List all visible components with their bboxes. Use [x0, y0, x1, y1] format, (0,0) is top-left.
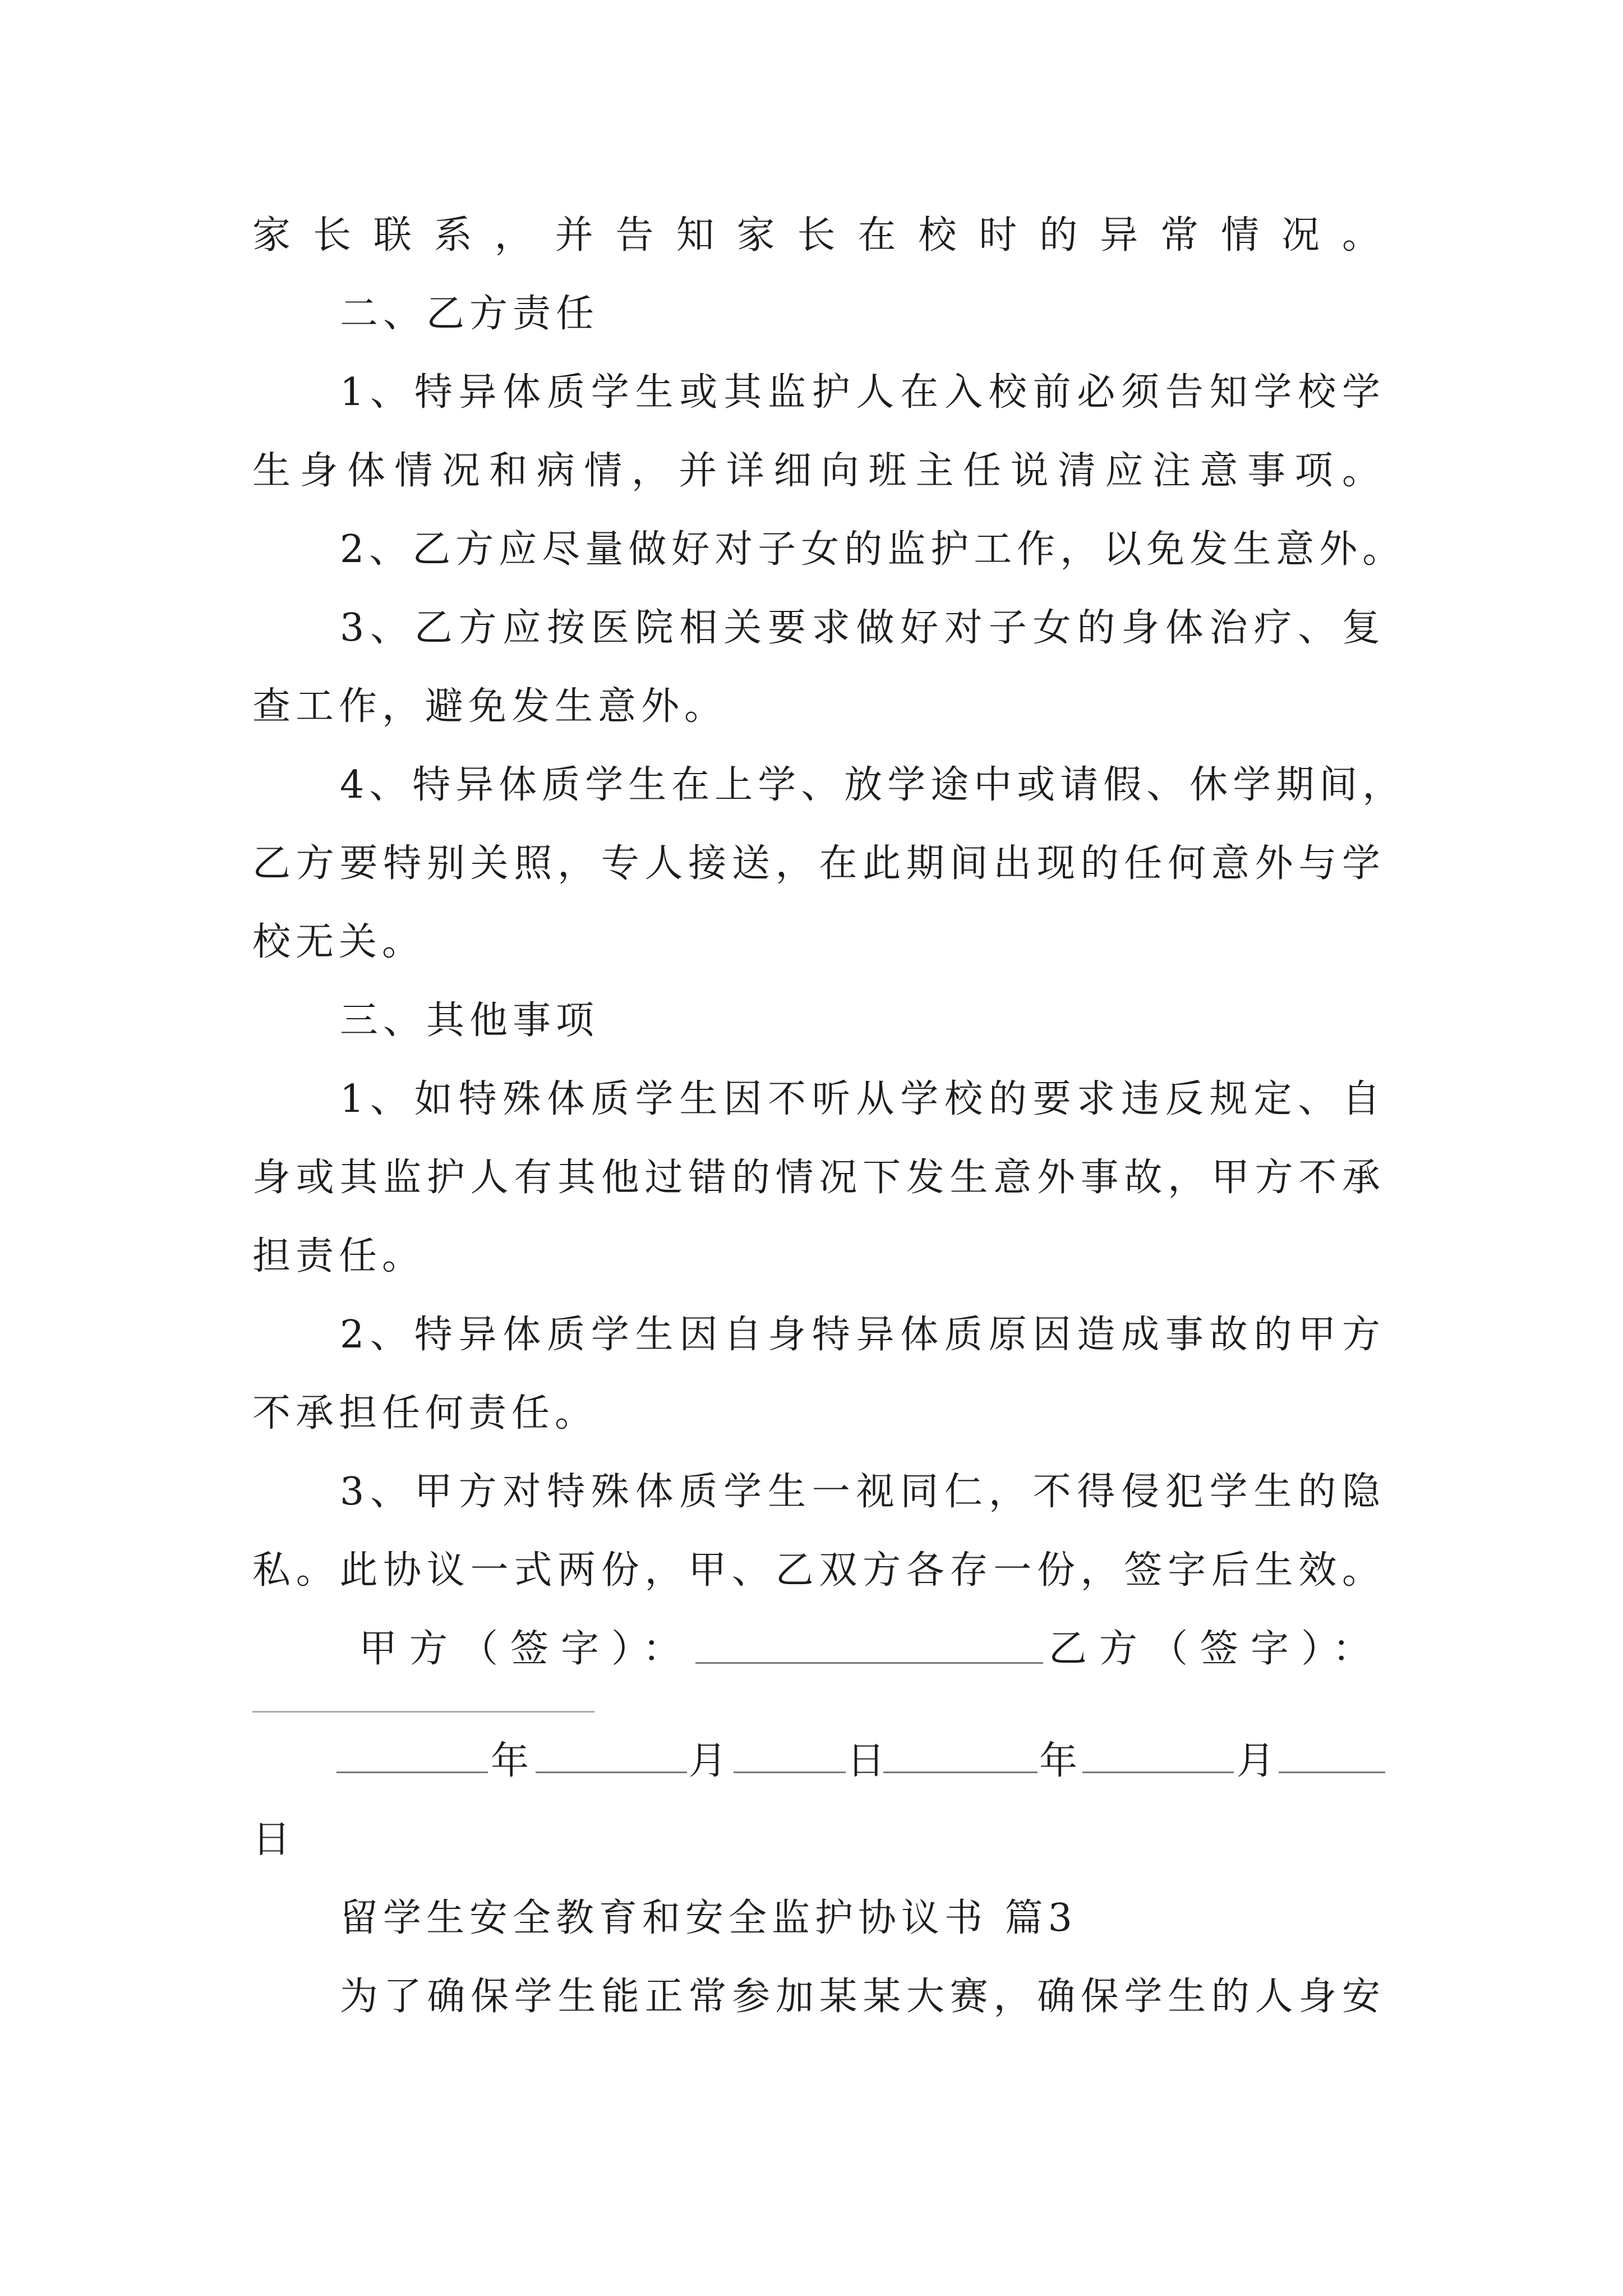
section-title: 留学生安全教育和安全监护协议书 篇3 — [340, 1896, 1077, 1940]
section-heading: 二、乙方责任 — [340, 292, 600, 336]
paragraph-line: 1、特异体质学生或其监护人在入校前必须告知学校学 — [340, 370, 1385, 415]
paragraph-line: 2、乙方应尽量做好对子女的监护工作，以免发生意外。 — [340, 527, 1406, 572]
paragraph-line: 担责任。 — [252, 1234, 426, 1278]
date-month-blank-a — [536, 1772, 687, 1773]
paragraph-line: 3、乙方应按医院相关要求做好对子女的身体治疗、复 — [340, 606, 1385, 650]
date-day-label-a: 日 — [847, 1739, 891, 1783]
party-a-signature-label: 甲方（签字）： — [359, 1627, 694, 1671]
paragraph-line: 查工作，避免发生意外。 — [252, 684, 728, 729]
paragraph-line: 家长联系，并告知家长在校时的异常情况。 — [252, 213, 1385, 257]
section-heading: 三、其他事项 — [340, 999, 600, 1043]
paragraph-line: 2、特异体质学生因自身特异体质原因造成事故的甲方 — [340, 1313, 1385, 1357]
date-day-blank-b — [1279, 1772, 1385, 1773]
paragraph-line: 校无关。 — [252, 920, 426, 964]
date-month-label-a: 月 — [689, 1739, 732, 1783]
party-b-signature-label: 乙方（签字）： — [1049, 1627, 1384, 1671]
paragraph-line: 私。此协议一式两份，甲、乙双方各存一份，签字后生效。 — [252, 1548, 1385, 1593]
date-year-blank-a — [336, 1772, 488, 1773]
paragraph-line: 身或其监护人有其他过错的情况下发生意外事故，甲方不承 — [252, 1156, 1385, 1200]
paragraph-line: 生身体情况和病情，并详细向班主任说清应注意事项。 — [252, 449, 1385, 493]
paragraph-line: 3、甲方对特殊体质学生一视同仁，不得侵犯学生的隐 — [340, 1470, 1385, 1514]
date-day-label-b: 日 — [252, 1818, 296, 1862]
paragraph-line: 1、如特殊体质学生因不听从学校的要求违反规定、自 — [340, 1077, 1385, 1121]
date-year-label-b: 年 — [1039, 1739, 1083, 1783]
paragraph-line: 不承担任何责任。 — [252, 1391, 598, 1435]
paragraph-line: 4、特异体质学生在上学、放学途中或请假、休学期间， — [340, 763, 1406, 807]
date-year-label-a: 年 — [491, 1739, 534, 1783]
paragraph-line: 为了确保学生能正常参加某某大赛，确保学生的人身安 — [340, 1975, 1385, 2019]
party-a-signature-line — [695, 1662, 1043, 1664]
date-year-blank-b — [883, 1772, 1038, 1773]
party-b-signature-line — [252, 1711, 594, 1713]
date-day-blank-a — [734, 1772, 846, 1773]
paragraph-line: 乙方要特别关照，专人接送，在此期间出现的任何意外与学 — [252, 841, 1385, 886]
date-month-blank-b — [1082, 1772, 1234, 1773]
date-month-label-b: 月 — [1237, 1739, 1280, 1783]
